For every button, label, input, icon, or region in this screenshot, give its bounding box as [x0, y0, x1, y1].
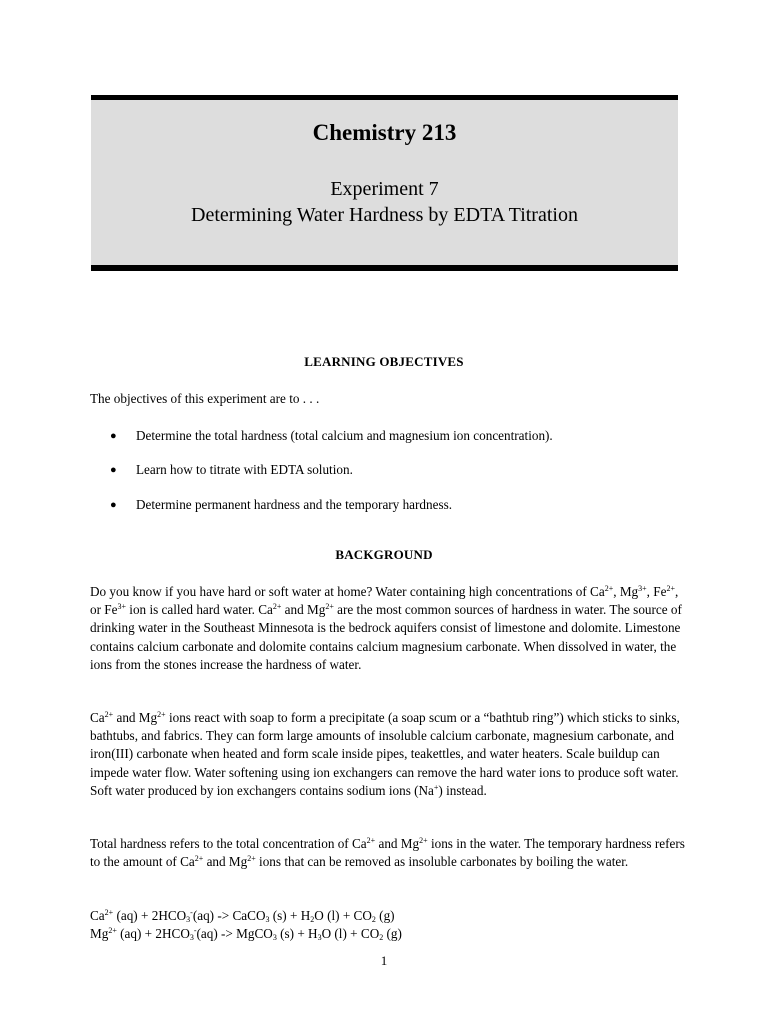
objectives-intro: The objectives of this experiment are to . . .	[90, 391, 320, 406]
background-heading: BACKGROUND	[335, 547, 433, 562]
title-box	[91, 95, 678, 271]
equation-magnesium: $Mg^{2+}$ $(aq) + 2HCO_3^-(aq)$ -> MgCO$_3$ $(s) + H_3O$ $(l) + CO_2$ (g)	[90, 926, 402, 942]
page-number: 1	[380, 953, 388, 968]
bullet-icon: ●	[110, 430, 117, 442]
objectives-heading: LEARNING OBJECTIVES	[304, 354, 464, 369]
background-paragraph-3: Total hardness refers to the total concentration of $Ca^{2+}$ and $Mg^{2+}$ ions in the water. The temporary hardness refers to the amount of $Ca^{2+}$ and $Mg^{2+}$ ions that can be removed as insoluble carbonates by boiling the water.	[90, 836, 685, 870]
bullet-icon: ●	[110, 464, 117, 476]
background-paragraph-2: $Ca^{2+}$ and $Mg^{2+}$ ions react with soap to form a precipitate (a soap scum or a “bathtub ring”) which sticks to sinks, bathtubs, and fabrics. They can form large amounts of insoluble calcium carbonate, magnesium carbonate, and iron(III) carbonate when heated and form scale inside pipes, teakettles, and water heaters. Scale buildup can impede water flow. Water softening using ion exchangers can remove the hard water ions to produce soft water. Soft water produced by ion exchangers contains sodium ions (Na+) instead.	[90, 710, 680, 798]
background-paragraph-1: Do you know if you have hard or soft water at home? Water containing high concentrations of $Ca^{2+}$, $Mg^{3+}$, $Fe^{2+}$, or $Fe^{3+}$ ion is called hard water. $Ca^{2+}$ and $Mg^{2+}$ are the most common sources of hardness in water. The source of drinking water in the Southeast Minnesota is the bedrock aquifers consist of limestone and dolomite. Limestone contains calcium carbonate and dolomite contains calcium magnesium carbonate. When dissolved in water, the ions from the stones increase the hardness of water.	[90, 584, 682, 672]
experiment-title: Determining Water Hardness by EDTA Titration	[191, 204, 578, 226]
equation-calcium: $Ca^{2+}$ $(aq) + 2HCO_3^-(aq)$ -> CaCO$_3$ $(s) + H_2O$ $(l) + CO_2$ (g)	[90, 908, 395, 924]
experiment-number: Experiment 7	[330, 178, 439, 200]
course-title: Chemistry 213	[312, 120, 457, 145]
bullet-icon: ●	[110, 499, 117, 511]
